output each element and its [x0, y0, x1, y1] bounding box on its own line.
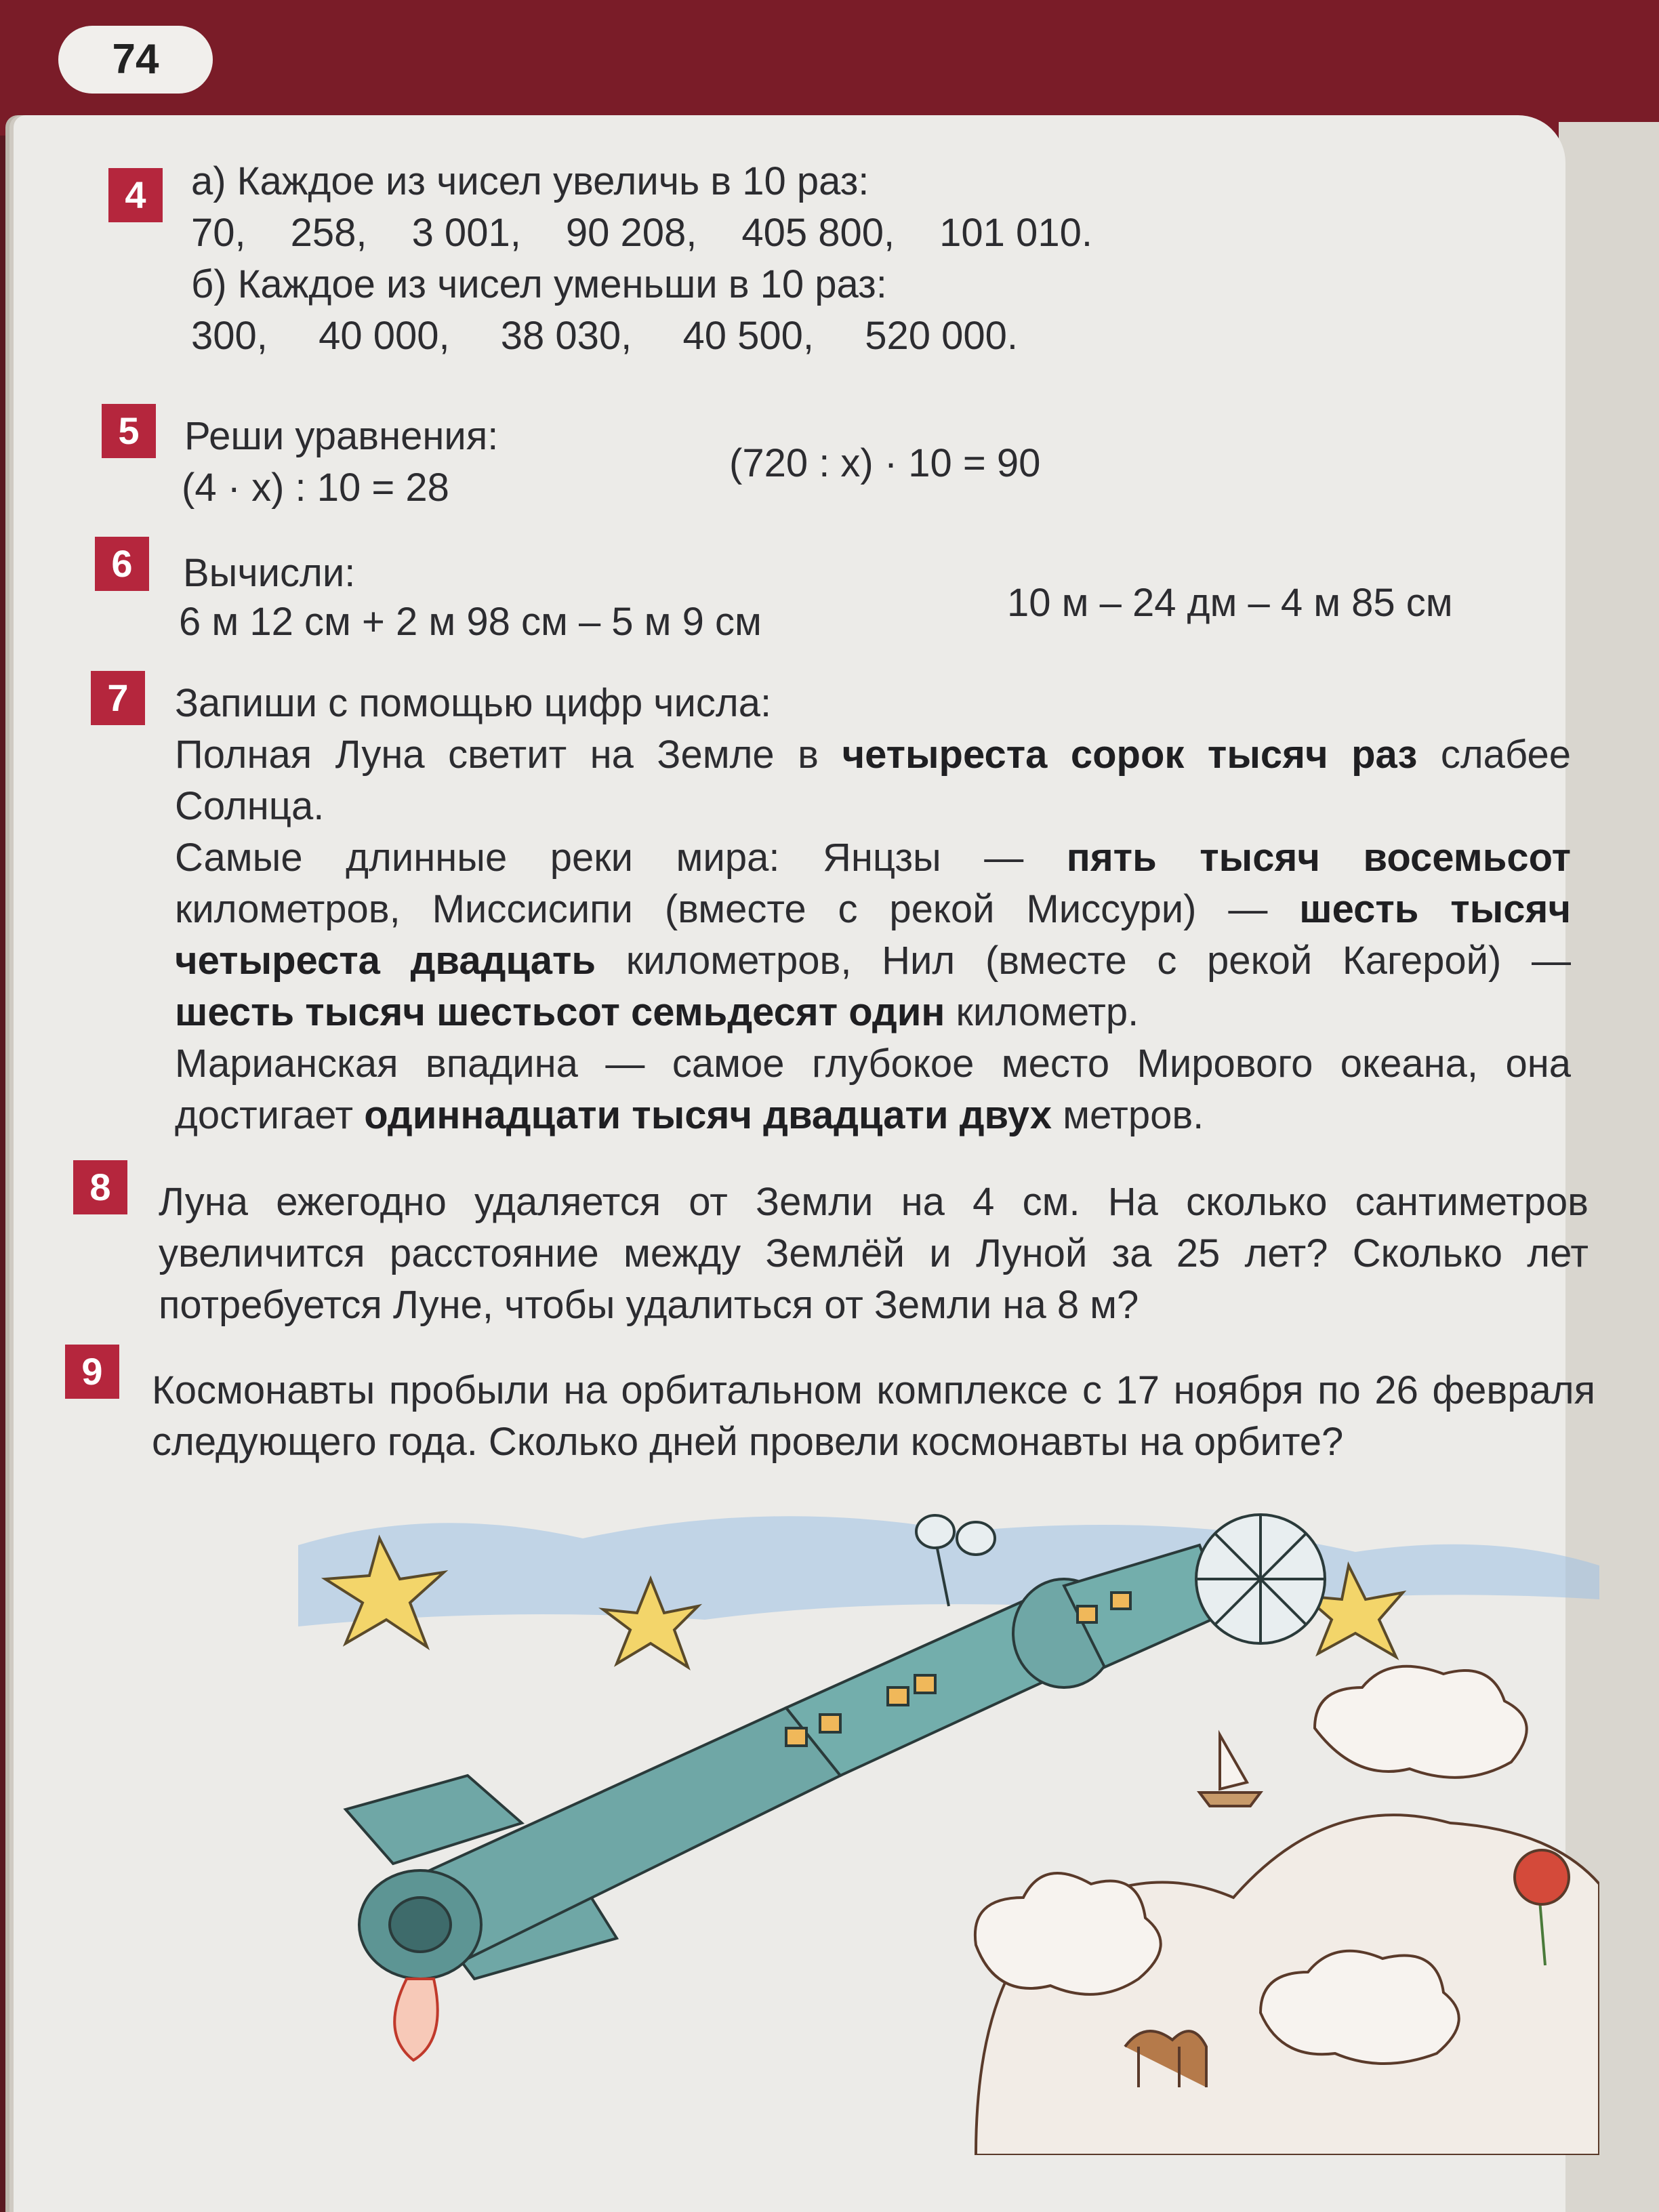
- task-4-badge: 4: [108, 168, 163, 222]
- task-7-line: Самые длинные реки мира: Янцзы — пять тысяч восемьсот: [175, 836, 1571, 880]
- task-4b-numbers: [191, 310, 1018, 362]
- sailboat-icon: [1200, 1735, 1261, 1806]
- number-item: 3 001,: [411, 211, 521, 255]
- engine-flame: [394, 1979, 437, 2060]
- task-7: [175, 678, 1571, 1141]
- number-item: 38 030,: [500, 314, 632, 358]
- earth-landscape: [975, 1666, 1599, 2155]
- task-5-badge: 5: [102, 404, 156, 458]
- equation-1: (4 · x) : 10 = 28: [182, 466, 449, 510]
- number-item: 90 208,: [565, 211, 697, 255]
- page-number: 74: [58, 26, 213, 94]
- number-item: 40 500,: [682, 314, 814, 358]
- task-4b-label: б) Каждое из чисел уменьши в 10 раз:: [191, 262, 887, 306]
- expression-1: 6 м 12 см + 2 м 98 см – 5 м 9 см: [179, 600, 762, 644]
- task-6-label: Вычисли:: [183, 551, 356, 595]
- equation-2: (720 : x) · 10 = 90: [729, 441, 1041, 485]
- task-6-badge: 6: [95, 537, 149, 591]
- task-8-text: Луна ежегодно удаляется от Земли на 4 см. На сколько сантиметров увеличится расстояние между Землёй и Луной за 25 лет? Сколько лет потребуется Луне, чтобы удалиться от Земли на 8 м?: [159, 1180, 1589, 1327]
- task-7-line: Марианская впадина — самое глубокое место Мирового океана, она: [175, 1042, 1571, 1086]
- task-7-badge: 7: [91, 671, 145, 725]
- space-station-illustration: [298, 1504, 1599, 2155]
- task-4: [191, 156, 1113, 362]
- expression-2: 10 м – 24 дм – 4 м 85 см: [1007, 581, 1453, 625]
- task-5-label: Реши уравнения:: [184, 414, 499, 458]
- task-4a-numbers: [191, 207, 1092, 259]
- task-7-line: Полная Луна светит на Земле в четыреста сорок тысяч раз слабее: [175, 733, 1571, 777]
- task-7-line: километров, Миссисипи (вместе с рекой Миссури) — шесть тысяч: [175, 887, 1571, 931]
- number-item: 300,: [191, 314, 268, 358]
- task-7-line: достигает одиннадцати тысяч двадцати двух метров.: [175, 1093, 1204, 1137]
- number-item: 520 000.: [865, 314, 1018, 358]
- task-9-text: Космонавты пробыли на орбитальном комплексе с 17 ноября по 26 февраля следующего года. Сколько дней провели космонавты на орбите?: [152, 1368, 1595, 1464]
- task-7-label: Запиши с помощью цифр числа:: [175, 681, 772, 725]
- task-4a-label: а) Каждое из чисел увеличь в 10 раз:: [191, 159, 869, 203]
- number-item: 101 010.: [939, 211, 1092, 255]
- task-9-badge: 9: [65, 1345, 119, 1399]
- task-7-line: шесть тысяч шестьсот семьдесят один километр.: [175, 990, 1139, 1034]
- task-7-line: четыреста двадцать километров, Нил (вместе с рекой Кагерой) —: [175, 939, 1571, 983]
- number-item: 258,: [290, 211, 367, 255]
- number-item: 70,: [191, 211, 246, 255]
- task-7-line: Солнца.: [175, 784, 325, 828]
- number-item: 40 000,: [319, 314, 450, 358]
- task-8-badge: 8: [73, 1160, 127, 1214]
- number-item: 405 800,: [741, 211, 895, 255]
